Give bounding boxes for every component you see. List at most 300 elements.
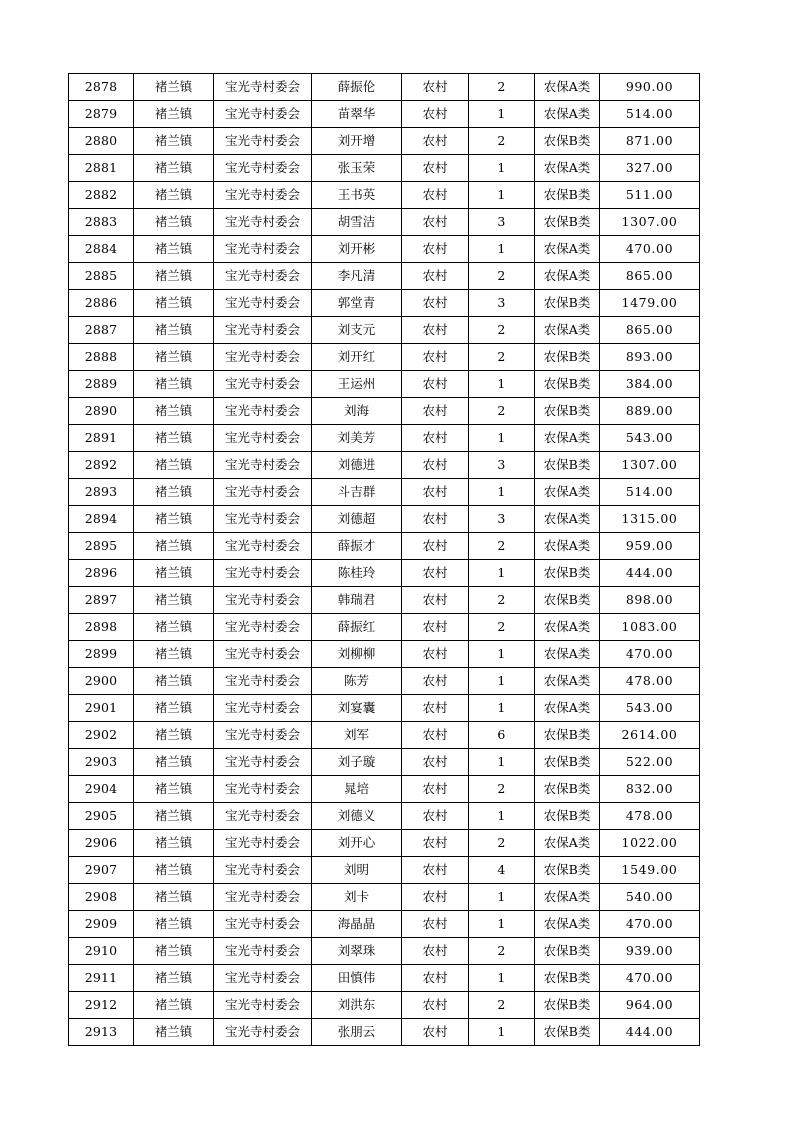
insurance-category-cell: 农保B类 bbox=[535, 128, 600, 155]
insurance-category-cell: 农保B类 bbox=[535, 344, 600, 371]
village-committee-cell: 宝光寺村委会 bbox=[214, 128, 312, 155]
village-committee-cell: 宝光寺村委会 bbox=[214, 884, 312, 911]
town-cell: 褚兰镇 bbox=[134, 722, 214, 749]
area-type-cell: 农村 bbox=[402, 938, 469, 965]
household-size-cell: 2 bbox=[469, 830, 535, 857]
name-cell: 刘德超 bbox=[312, 506, 402, 533]
area-type-cell: 农村 bbox=[402, 344, 469, 371]
insurance-category-cell: 农保A类 bbox=[535, 830, 600, 857]
serial-number-cell: 2913 bbox=[69, 1019, 134, 1046]
name-cell: 胡雪洁 bbox=[312, 209, 402, 236]
insurance-category-cell: 农保B类 bbox=[535, 587, 600, 614]
town-cell: 褚兰镇 bbox=[134, 938, 214, 965]
name-cell: 刘卡 bbox=[312, 884, 402, 911]
town-cell: 褚兰镇 bbox=[134, 398, 214, 425]
household-size-cell: 2 bbox=[469, 128, 535, 155]
insurance-category-cell: 农保A类 bbox=[535, 74, 600, 101]
amount-cell: 444.00 bbox=[600, 1019, 700, 1046]
town-cell: 褚兰镇 bbox=[134, 74, 214, 101]
town-cell: 褚兰镇 bbox=[134, 641, 214, 668]
town-cell: 褚兰镇 bbox=[134, 344, 214, 371]
table-row bbox=[69, 263, 700, 290]
name-cell: 刘开心 bbox=[312, 830, 402, 857]
table-row bbox=[69, 587, 700, 614]
amount-cell: 384.00 bbox=[600, 371, 700, 398]
table-row bbox=[69, 452, 700, 479]
area-type-cell: 农村 bbox=[402, 911, 469, 938]
household-size-cell: 1 bbox=[469, 884, 535, 911]
table-row bbox=[69, 695, 700, 722]
village-committee-cell: 宝光寺村委会 bbox=[214, 263, 312, 290]
table-row bbox=[69, 749, 700, 776]
household-size-cell: 2 bbox=[469, 992, 535, 1019]
village-committee-cell: 宝光寺村委会 bbox=[214, 74, 312, 101]
amount-cell: 540.00 bbox=[600, 884, 700, 911]
town-cell: 褚兰镇 bbox=[134, 560, 214, 587]
insurance-category-cell: 农保A类 bbox=[535, 263, 600, 290]
name-cell: 海晶晶 bbox=[312, 911, 402, 938]
amount-cell: 893.00 bbox=[600, 344, 700, 371]
household-size-cell: 4 bbox=[469, 857, 535, 884]
serial-number-cell: 2884 bbox=[69, 236, 134, 263]
table-row bbox=[69, 371, 700, 398]
household-size-cell: 1 bbox=[469, 425, 535, 452]
area-type-cell: 农村 bbox=[402, 803, 469, 830]
household-size-cell: 1 bbox=[469, 641, 535, 668]
town-cell: 褚兰镇 bbox=[134, 182, 214, 209]
area-type-cell: 农村 bbox=[402, 749, 469, 776]
name-cell: 刘支元 bbox=[312, 317, 402, 344]
area-type-cell: 农村 bbox=[402, 614, 469, 641]
town-cell: 褚兰镇 bbox=[134, 317, 214, 344]
name-cell: 刘海 bbox=[312, 398, 402, 425]
area-type-cell: 农村 bbox=[402, 641, 469, 668]
table-row bbox=[69, 290, 700, 317]
table-row bbox=[69, 722, 700, 749]
serial-number-cell: 2911 bbox=[69, 965, 134, 992]
town-cell: 褚兰镇 bbox=[134, 1019, 214, 1046]
name-cell: 刘子璇 bbox=[312, 749, 402, 776]
village-committee-cell: 宝光寺村委会 bbox=[214, 479, 312, 506]
household-size-cell: 1 bbox=[469, 668, 535, 695]
household-size-cell: 1 bbox=[469, 803, 535, 830]
serial-number-cell: 2890 bbox=[69, 398, 134, 425]
table-row bbox=[69, 776, 700, 803]
household-size-cell: 2 bbox=[469, 344, 535, 371]
household-size-cell: 2 bbox=[469, 587, 535, 614]
insurance-category-cell: 农保A类 bbox=[535, 884, 600, 911]
area-type-cell: 农村 bbox=[402, 317, 469, 344]
insurance-category-cell: 农保B类 bbox=[535, 857, 600, 884]
serial-number-cell: 2878 bbox=[69, 74, 134, 101]
area-type-cell: 农村 bbox=[402, 101, 469, 128]
area-type-cell: 农村 bbox=[402, 722, 469, 749]
town-cell: 褚兰镇 bbox=[134, 587, 214, 614]
table-row bbox=[69, 479, 700, 506]
name-cell: 苗翠华 bbox=[312, 101, 402, 128]
serial-number-cell: 2909 bbox=[69, 911, 134, 938]
serial-number-cell: 2888 bbox=[69, 344, 134, 371]
table-row bbox=[69, 155, 700, 182]
area-type-cell: 农村 bbox=[402, 830, 469, 857]
name-cell: 薛振才 bbox=[312, 533, 402, 560]
serial-number-cell: 2894 bbox=[69, 506, 134, 533]
table-row bbox=[69, 182, 700, 209]
serial-number-cell: 2905 bbox=[69, 803, 134, 830]
household-size-cell: 3 bbox=[469, 290, 535, 317]
amount-cell: 865.00 bbox=[600, 317, 700, 344]
village-committee-cell: 宝光寺村委会 bbox=[214, 209, 312, 236]
town-cell: 褚兰镇 bbox=[134, 290, 214, 317]
insurance-category-cell: 农保B类 bbox=[535, 452, 600, 479]
amount-cell: 543.00 bbox=[600, 695, 700, 722]
insurance-category-cell: 农保A类 bbox=[535, 506, 600, 533]
insurance-category-cell: 农保A类 bbox=[535, 479, 600, 506]
amount-cell: 1315.00 bbox=[600, 506, 700, 533]
serial-number-cell: 2891 bbox=[69, 425, 134, 452]
name-cell: 刘德进 bbox=[312, 452, 402, 479]
village-committee-cell: 宝光寺村委会 bbox=[214, 533, 312, 560]
serial-number-cell: 2892 bbox=[69, 452, 134, 479]
table-row bbox=[69, 911, 700, 938]
village-committee-cell: 宝光寺村委会 bbox=[214, 398, 312, 425]
insurance-category-cell: 农保B类 bbox=[535, 749, 600, 776]
household-size-cell: 1 bbox=[469, 371, 535, 398]
serial-number-cell: 2896 bbox=[69, 560, 134, 587]
table-row bbox=[69, 614, 700, 641]
village-committee-cell: 宝光寺村委会 bbox=[214, 641, 312, 668]
insurance-category-cell: 农保A类 bbox=[535, 425, 600, 452]
town-cell: 褚兰镇 bbox=[134, 803, 214, 830]
amount-cell: 990.00 bbox=[600, 74, 700, 101]
serial-number-cell: 2887 bbox=[69, 317, 134, 344]
insurance-category-cell: 农保A类 bbox=[535, 101, 600, 128]
village-committee-cell: 宝光寺村委会 bbox=[214, 965, 312, 992]
name-cell: 刘开增 bbox=[312, 128, 402, 155]
serial-number-cell: 2910 bbox=[69, 938, 134, 965]
insurance-category-cell: 农保B类 bbox=[535, 1019, 600, 1046]
amount-cell: 1307.00 bbox=[600, 209, 700, 236]
amount-cell: 832.00 bbox=[600, 776, 700, 803]
name-cell: 晁培 bbox=[312, 776, 402, 803]
village-committee-cell: 宝光寺村委会 bbox=[214, 668, 312, 695]
town-cell: 褚兰镇 bbox=[134, 668, 214, 695]
amount-cell: 1479.00 bbox=[600, 290, 700, 317]
name-cell: 张朋云 bbox=[312, 1019, 402, 1046]
serial-number-cell: 2880 bbox=[69, 128, 134, 155]
serial-number-cell: 2902 bbox=[69, 722, 134, 749]
insurance-category-cell: 农保A类 bbox=[535, 155, 600, 182]
amount-cell: 522.00 bbox=[600, 749, 700, 776]
household-size-cell: 2 bbox=[469, 263, 535, 290]
insurance-category-cell: 农保A类 bbox=[535, 533, 600, 560]
village-committee-cell: 宝光寺村委会 bbox=[214, 992, 312, 1019]
table-row bbox=[69, 857, 700, 884]
amount-cell: 470.00 bbox=[600, 911, 700, 938]
household-size-cell: 2 bbox=[469, 317, 535, 344]
town-cell: 褚兰镇 bbox=[134, 695, 214, 722]
household-size-cell: 1 bbox=[469, 1019, 535, 1046]
amount-cell: 514.00 bbox=[600, 479, 700, 506]
table-row bbox=[69, 317, 700, 344]
insurance-category-cell: 农保B类 bbox=[535, 965, 600, 992]
name-cell: 田慎伟 bbox=[312, 965, 402, 992]
insurance-category-cell: 农保B类 bbox=[535, 209, 600, 236]
town-cell: 褚兰镇 bbox=[134, 425, 214, 452]
name-cell: 刘开红 bbox=[312, 344, 402, 371]
table-row bbox=[69, 236, 700, 263]
village-committee-cell: 宝光寺村委会 bbox=[214, 857, 312, 884]
amount-cell: 470.00 bbox=[600, 965, 700, 992]
area-type-cell: 农村 bbox=[402, 452, 469, 479]
table-row bbox=[69, 128, 700, 155]
town-cell: 褚兰镇 bbox=[134, 209, 214, 236]
area-type-cell: 农村 bbox=[402, 1019, 469, 1046]
household-size-cell: 3 bbox=[469, 209, 535, 236]
area-type-cell: 农村 bbox=[402, 236, 469, 263]
household-size-cell: 1 bbox=[469, 749, 535, 776]
insurance-category-cell: 农保A类 bbox=[535, 641, 600, 668]
area-type-cell: 农村 bbox=[402, 209, 469, 236]
village-committee-cell: 宝光寺村委会 bbox=[214, 938, 312, 965]
name-cell: 斗吉群 bbox=[312, 479, 402, 506]
serial-number-cell: 2897 bbox=[69, 587, 134, 614]
area-type-cell: 农村 bbox=[402, 965, 469, 992]
household-size-cell: 2 bbox=[469, 776, 535, 803]
area-type-cell: 农村 bbox=[402, 668, 469, 695]
area-type-cell: 农村 bbox=[402, 425, 469, 452]
insurance-category-cell: 农保B类 bbox=[535, 182, 600, 209]
name-cell: 薛振伦 bbox=[312, 74, 402, 101]
amount-cell: 1083.00 bbox=[600, 614, 700, 641]
town-cell: 褚兰镇 bbox=[134, 884, 214, 911]
town-cell: 褚兰镇 bbox=[134, 776, 214, 803]
insurance-category-cell: 农保B类 bbox=[535, 560, 600, 587]
insurance-category-cell: 农保B类 bbox=[535, 371, 600, 398]
village-committee-cell: 宝光寺村委会 bbox=[214, 317, 312, 344]
amount-cell: 327.00 bbox=[600, 155, 700, 182]
town-cell: 褚兰镇 bbox=[134, 236, 214, 263]
area-type-cell: 农村 bbox=[402, 587, 469, 614]
village-committee-cell: 宝光寺村委会 bbox=[214, 911, 312, 938]
area-type-cell: 农村 bbox=[402, 776, 469, 803]
serial-number-cell: 2893 bbox=[69, 479, 134, 506]
household-size-cell: 2 bbox=[469, 74, 535, 101]
area-type-cell: 农村 bbox=[402, 857, 469, 884]
serial-number-cell: 2885 bbox=[69, 263, 134, 290]
town-cell: 褚兰镇 bbox=[134, 857, 214, 884]
name-cell: 刘洪东 bbox=[312, 992, 402, 1019]
amount-cell: 444.00 bbox=[600, 560, 700, 587]
table-row bbox=[69, 1019, 700, 1046]
amount-cell: 898.00 bbox=[600, 587, 700, 614]
village-committee-cell: 宝光寺村委会 bbox=[214, 182, 312, 209]
area-type-cell: 农村 bbox=[402, 695, 469, 722]
insurance-category-cell: 农保B类 bbox=[535, 803, 600, 830]
serial-number-cell: 2879 bbox=[69, 101, 134, 128]
town-cell: 褚兰镇 bbox=[134, 371, 214, 398]
insurance-category-cell: 农保A类 bbox=[535, 911, 600, 938]
serial-number-cell: 2904 bbox=[69, 776, 134, 803]
area-type-cell: 农村 bbox=[402, 74, 469, 101]
town-cell: 褚兰镇 bbox=[134, 749, 214, 776]
amount-cell: 1549.00 bbox=[600, 857, 700, 884]
insurance-category-cell: 农保A类 bbox=[535, 236, 600, 263]
insurance-category-cell: 农保A类 bbox=[535, 317, 600, 344]
amount-cell: 543.00 bbox=[600, 425, 700, 452]
village-committee-cell: 宝光寺村委会 bbox=[214, 614, 312, 641]
name-cell: 王运州 bbox=[312, 371, 402, 398]
serial-number-cell: 2900 bbox=[69, 668, 134, 695]
village-committee-cell: 宝光寺村委会 bbox=[214, 452, 312, 479]
table-row bbox=[69, 506, 700, 533]
household-size-cell: 6 bbox=[469, 722, 535, 749]
household-size-cell: 1 bbox=[469, 182, 535, 209]
insurance-category-cell: 农保A类 bbox=[535, 695, 600, 722]
area-type-cell: 农村 bbox=[402, 128, 469, 155]
insurance-category-cell: 农保B类 bbox=[535, 290, 600, 317]
name-cell: 刘德义 bbox=[312, 803, 402, 830]
household-size-cell: 1 bbox=[469, 911, 535, 938]
amount-cell: 959.00 bbox=[600, 533, 700, 560]
amount-cell: 514.00 bbox=[600, 101, 700, 128]
town-cell: 褚兰镇 bbox=[134, 263, 214, 290]
insurance-category-cell: 农保B类 bbox=[535, 776, 600, 803]
village-committee-cell: 宝光寺村委会 bbox=[214, 776, 312, 803]
serial-number-cell: 2898 bbox=[69, 614, 134, 641]
name-cell: 刘柳柳 bbox=[312, 641, 402, 668]
table-row bbox=[69, 938, 700, 965]
table-row bbox=[69, 965, 700, 992]
town-cell: 褚兰镇 bbox=[134, 614, 214, 641]
village-committee-cell: 宝光寺村委会 bbox=[214, 587, 312, 614]
village-committee-cell: 宝光寺村委会 bbox=[214, 425, 312, 452]
village-committee-cell: 宝光寺村委会 bbox=[214, 803, 312, 830]
serial-number-cell: 2886 bbox=[69, 290, 134, 317]
village-committee-cell: 宝光寺村委会 bbox=[214, 722, 312, 749]
town-cell: 褚兰镇 bbox=[134, 101, 214, 128]
amount-cell: 470.00 bbox=[600, 641, 700, 668]
serial-number-cell: 2907 bbox=[69, 857, 134, 884]
village-committee-cell: 宝光寺村委会 bbox=[214, 371, 312, 398]
serial-number-cell: 2889 bbox=[69, 371, 134, 398]
name-cell: 刘明 bbox=[312, 857, 402, 884]
area-type-cell: 农村 bbox=[402, 479, 469, 506]
name-cell: 陈桂玲 bbox=[312, 560, 402, 587]
village-committee-cell: 宝光寺村委会 bbox=[214, 290, 312, 317]
amount-cell: 478.00 bbox=[600, 803, 700, 830]
table-row bbox=[69, 560, 700, 587]
insurance-category-cell: 农保B类 bbox=[535, 398, 600, 425]
area-type-cell: 农村 bbox=[402, 290, 469, 317]
amount-cell: 865.00 bbox=[600, 263, 700, 290]
town-cell: 褚兰镇 bbox=[134, 452, 214, 479]
name-cell: 刘翠珠 bbox=[312, 938, 402, 965]
serial-number-cell: 2895 bbox=[69, 533, 134, 560]
serial-number-cell: 2883 bbox=[69, 209, 134, 236]
insurance-category-cell: 农保B类 bbox=[535, 992, 600, 1019]
table-row bbox=[69, 344, 700, 371]
amount-cell: 889.00 bbox=[600, 398, 700, 425]
name-cell: 刘开彬 bbox=[312, 236, 402, 263]
household-size-cell: 1 bbox=[469, 695, 535, 722]
town-cell: 褚兰镇 bbox=[134, 128, 214, 155]
serial-number-cell: 2901 bbox=[69, 695, 134, 722]
table-row bbox=[69, 74, 700, 101]
area-type-cell: 农村 bbox=[402, 263, 469, 290]
town-cell: 褚兰镇 bbox=[134, 830, 214, 857]
amount-cell: 871.00 bbox=[600, 128, 700, 155]
household-size-cell: 3 bbox=[469, 506, 535, 533]
name-cell: 韩瑞君 bbox=[312, 587, 402, 614]
table-row bbox=[69, 641, 700, 668]
table-row bbox=[69, 398, 700, 425]
amount-cell: 1307.00 bbox=[600, 452, 700, 479]
town-cell: 褚兰镇 bbox=[134, 506, 214, 533]
household-size-cell: 1 bbox=[469, 479, 535, 506]
household-size-cell: 2 bbox=[469, 533, 535, 560]
name-cell: 张玉荣 bbox=[312, 155, 402, 182]
table-row bbox=[69, 803, 700, 830]
amount-cell: 964.00 bbox=[600, 992, 700, 1019]
amount-cell: 511.00 bbox=[600, 182, 700, 209]
table-row bbox=[69, 992, 700, 1019]
insurance-category-cell: 农保A类 bbox=[535, 614, 600, 641]
area-type-cell: 农村 bbox=[402, 182, 469, 209]
table-row bbox=[69, 209, 700, 236]
area-type-cell: 农村 bbox=[402, 560, 469, 587]
household-size-cell: 3 bbox=[469, 452, 535, 479]
town-cell: 褚兰镇 bbox=[134, 965, 214, 992]
village-committee-cell: 宝光寺村委会 bbox=[214, 1019, 312, 1046]
name-cell: 刘美芳 bbox=[312, 425, 402, 452]
insurance-category-cell: 农保B类 bbox=[535, 938, 600, 965]
area-type-cell: 农村 bbox=[402, 506, 469, 533]
village-committee-cell: 宝光寺村委会 bbox=[214, 506, 312, 533]
amount-cell: 2614.00 bbox=[600, 722, 700, 749]
household-size-cell: 1 bbox=[469, 560, 535, 587]
area-type-cell: 农村 bbox=[402, 398, 469, 425]
village-committee-cell: 宝光寺村委会 bbox=[214, 749, 312, 776]
town-cell: 褚兰镇 bbox=[134, 155, 214, 182]
insurance-category-cell: 农保A类 bbox=[535, 668, 600, 695]
table-row bbox=[69, 533, 700, 560]
village-committee-cell: 宝光寺村委会 bbox=[214, 101, 312, 128]
area-type-cell: 农村 bbox=[402, 155, 469, 182]
serial-number-cell: 2912 bbox=[69, 992, 134, 1019]
name-cell: 郭堂青 bbox=[312, 290, 402, 317]
household-size-cell: 1 bbox=[469, 101, 535, 128]
name-cell: 薛振红 bbox=[312, 614, 402, 641]
town-cell: 褚兰镇 bbox=[134, 479, 214, 506]
serial-number-cell: 2882 bbox=[69, 182, 134, 209]
roster-table bbox=[68, 73, 700, 1046]
household-size-cell: 1 bbox=[469, 155, 535, 182]
amount-cell: 939.00 bbox=[600, 938, 700, 965]
amount-cell: 1022.00 bbox=[600, 830, 700, 857]
area-type-cell: 农村 bbox=[402, 992, 469, 1019]
table-row bbox=[69, 830, 700, 857]
village-committee-cell: 宝光寺村委会 bbox=[214, 830, 312, 857]
area-type-cell: 农村 bbox=[402, 533, 469, 560]
table-row bbox=[69, 101, 700, 128]
household-size-cell: 1 bbox=[469, 236, 535, 263]
table-row bbox=[69, 668, 700, 695]
name-cell: 刘宴囊 bbox=[312, 695, 402, 722]
village-committee-cell: 宝光寺村委会 bbox=[214, 155, 312, 182]
town-cell: 褚兰镇 bbox=[134, 911, 214, 938]
town-cell: 褚兰镇 bbox=[134, 533, 214, 560]
